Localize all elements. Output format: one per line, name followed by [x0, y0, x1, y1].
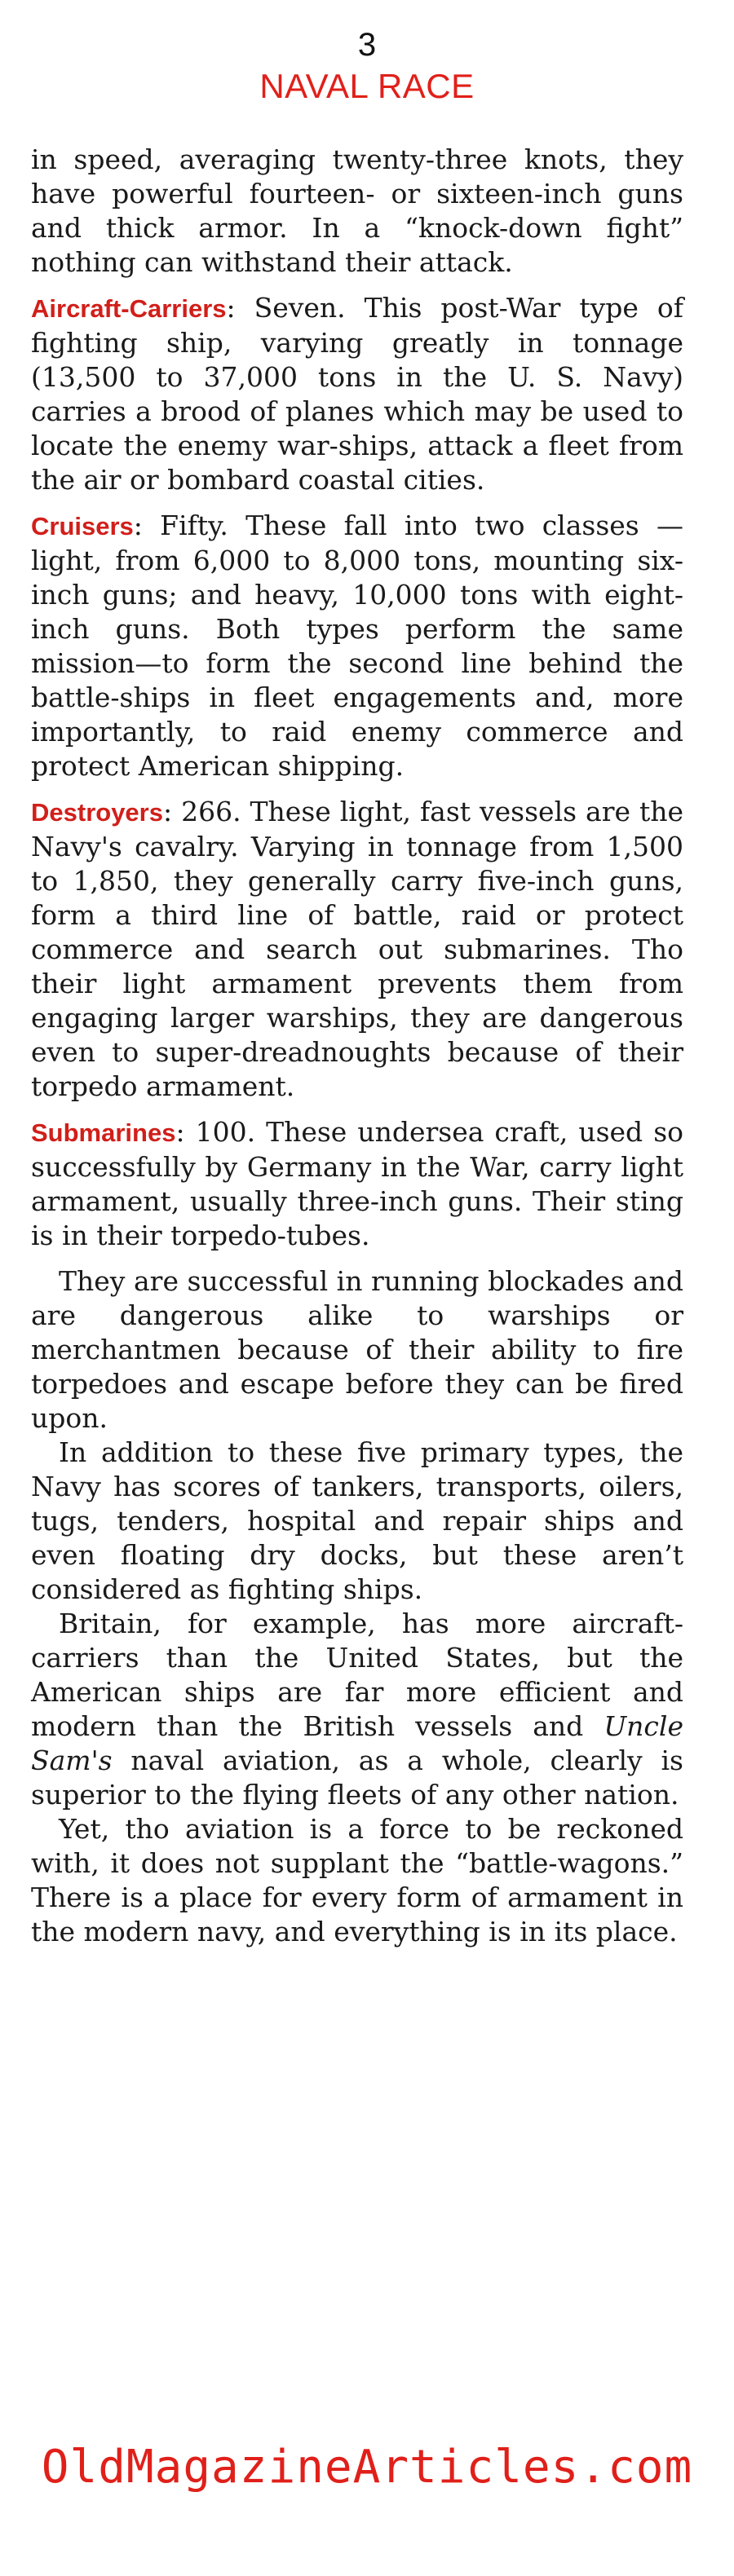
page-number: 3	[357, 27, 377, 63]
paragraph-other-types: In addition to these five primary types, the Navy has scores of tankers, transports, oilers, tugs, tenders, hospital and repair ships and even floating dry docks, but these aren’t considered as fighting ships.	[31, 1436, 683, 1605]
destroyers-text: 266. These light, fast vessels are the Navy's cavalry. Varying in tonnage from 1,500 to 1,850, they generally carry five-inch guns, form a third line of battle, raid or protect commerce and search out submarines. Tho their light armament prevents them from engaging larger warships, they are dangerous even to super-dreadnoughts because of their torpedo armament.	[31, 796, 684, 1102]
britain-text-start: Britain, for example, has more aircraft-carriers than the United States, but the American ships are far more efficient and modern than the British vessels and	[31, 1608, 683, 1742]
cruisers-text: Fifty. These fall into two classes —light, from 6,000 to 8,000 tons, mounting six-inch guns; and heavy, 10,000 tons with eight-inch guns. Both types perform the same mission—to form the second line behind the battle-ships in fleet engagements and, more importantly, to raid enemy commerce and protect American shipping.	[31, 509, 683, 782]
submarines-text: 100. These undersea craft, used so successfully by Germany in the War, carry light armament, usually three-inch guns. Their sting is in their torpedo-tubes.	[31, 1116, 683, 1251]
paragraph-submarines: Submarines: 100. These undersea craft, used so successfully by Germany in the War, carry light armament, usually three-inch guns. Their sting is in their torpedo-tubes.	[31, 1116, 683, 1251]
cruisers-heading: Cruisers	[31, 512, 134, 540]
aircraft-carriers-heading: Aircraft-Carriers	[31, 294, 227, 323]
article-body	[31, 143, 683, 1949]
paragraph-destroyers: Destroyers: 266. These light, fast vessels are the Navy's cavalry. Varying in tonnage from 1,500 to 1,850, they generally carry five-inch guns, form a third line of battle, raid or protect commerce and search out submarines. Tho their light armament prevents them from engaging larger warships, they are dangerous even to super-dreadnoughts because of their torpedo armament.	[31, 796, 684, 1102]
submarines-heading: Submarines	[31, 1118, 176, 1147]
paragraph-cruisers: Cruisers: Fifty. These fall into two classes —light, from 6,000 to 8,000 tons, mounting six-inch guns; and heavy, 10,000 tons with eight-inch guns. Both types perform the same mission—to form the second line behind the battle-ships in fleet engagements and, more importantly, to raid enemy commerce and protect American shipping.	[31, 509, 683, 782]
aircraft-carriers-text: Seven. This post-War type of fighting ship, varying greatly in tonnage (13,500 to 37,000 tons in the U. S. Navy) carries a brood of planes which may be used to locate the enemy war-ships, attack a fleet from the air or bombard coastal cities.	[31, 292, 684, 496]
paragraph-conclusion: Yet, tho aviation is a force to be reckoned with, it does not supplant the “battle-wagons.” There is a place for every form of armament in the modern navy, and everything is in its place.	[31, 1813, 683, 1947]
destroyers-heading: Destroyers	[31, 798, 163, 827]
britain-text-end: naval aviation, as a whole, clearly is superior to the flying fleets of any other nation.	[31, 1745, 683, 1811]
paragraph-aircraft-carriers: Aircraft-Carriers: Seven. This post-War type of fighting ship, varying greatly in tonnage (13,500 to 37,000 tons in the U. S. Navy) carries a brood of planes which may be used to locate the enemy war-ships, attack a fleet from the air or bombard coastal cities.	[31, 292, 684, 496]
section-title: NAVAL RACE	[259, 67, 475, 105]
site-watermark: OldMagazineArticles.com	[41, 2441, 693, 2494]
paragraph-submarines-continued: They are successful in running blockades and are dangerous alike to warships or merchantmen because of their ability to fire torpedoes and escape before they can be fired upon.	[31, 1265, 683, 1434]
paragraph-britain	[31, 1607, 683, 1812]
page-header	[0, 24, 734, 108]
paragraph-battleships-cont: in speed, averaging twenty-three knots, they have powerful fourteen- or sixteen-inch guns and thick armor. In a “knock-down fight” nothing can withstand their attack.	[31, 143, 683, 278]
uncle-sams-italic: Uncle Sam's	[31, 1710, 683, 1776]
